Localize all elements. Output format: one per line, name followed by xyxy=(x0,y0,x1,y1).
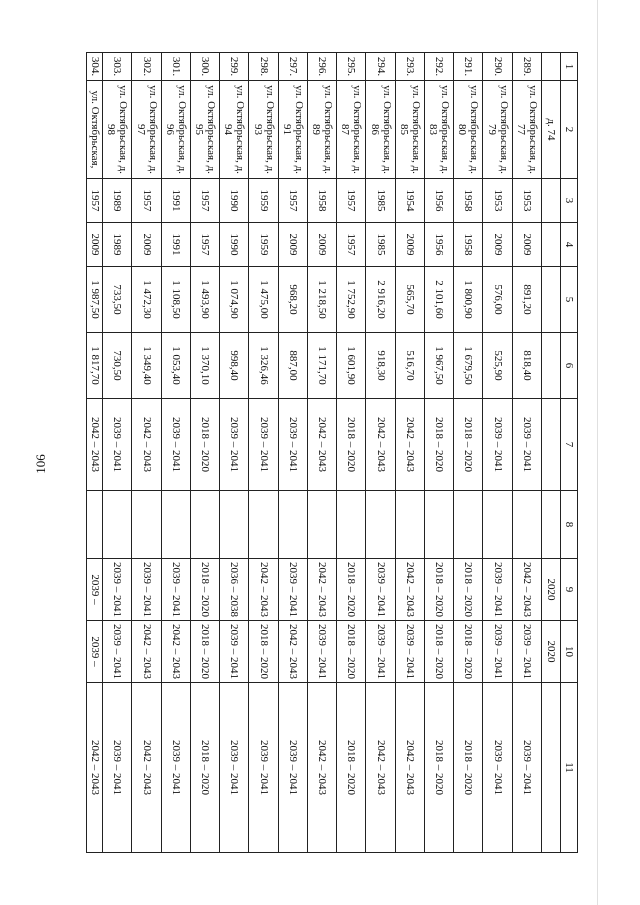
period-cell-11: 2042 – 2043 xyxy=(132,683,161,853)
row-number-cell: 300. xyxy=(191,53,220,81)
period-cell-10: 2039 – 2041 xyxy=(483,621,512,683)
table-row xyxy=(87,53,103,853)
empty-cell-8 xyxy=(103,491,132,559)
table-header xyxy=(561,53,578,853)
table-body xyxy=(87,53,561,853)
period-cell-10: 2039 – 2041 xyxy=(220,621,249,683)
period-cell-9: 2018 – 2020 xyxy=(425,559,454,621)
empty-cell-8 xyxy=(87,491,103,559)
table-row xyxy=(191,53,220,853)
living-area-cell: 516,70 xyxy=(395,333,424,399)
address-cell: ул. Октябрьская, д. 94 xyxy=(220,81,249,179)
row-number-cell: 304. xyxy=(87,53,103,81)
year-renovated-cell: 1956 xyxy=(425,223,454,267)
period-cell-7: 2042 – 2043 xyxy=(132,399,161,491)
year-built-cell: 1953 xyxy=(512,179,541,223)
address-cell: ул. Октябрьская, д. 97 xyxy=(132,81,161,179)
period-cell-9: 2018 – 2020 xyxy=(191,559,220,621)
col-header-8: 8 xyxy=(561,491,578,559)
period-cell-7: 2042 – 2043 xyxy=(366,399,395,491)
period-cell-11: 2039 – 2041 xyxy=(278,683,307,853)
total-area-cell: 2 916,20 xyxy=(366,267,395,333)
table-row xyxy=(512,53,541,853)
address-cell: ул. Октябрьская, д. 87 xyxy=(337,81,366,179)
period-cell-10: 2042 – 2043 xyxy=(278,621,307,683)
cell-11 xyxy=(542,683,561,853)
living-area-cell: 1 053,40 xyxy=(161,333,190,399)
total-area-cell: 576,00 xyxy=(483,267,512,333)
period-cell-9: 2042 – 2043 xyxy=(249,559,278,621)
living-area-cell: 730,50 xyxy=(103,333,132,399)
period-cell-10: 2039 – 2041 xyxy=(512,621,541,683)
period-cell-9: 2039 – xyxy=(87,559,103,621)
year-renovated-cell: 1957 xyxy=(191,223,220,267)
period-cell-9: 2039 – 2041 xyxy=(278,559,307,621)
period-cell-11: 2018 – 2020 xyxy=(337,683,366,853)
year-built-cell: 1991 xyxy=(161,179,190,223)
total-area-cell: 1 108,50 xyxy=(161,267,190,333)
address-cell: ул. Октябрьская, xyxy=(87,81,103,179)
period-cell-10: 2042 – 2043 xyxy=(161,621,190,683)
period-cell-11: 2042 – 2043 xyxy=(87,683,103,853)
period-cell-10: 2018 – 2020 xyxy=(249,621,278,683)
year-renovated-cell: 2009 xyxy=(87,223,103,267)
empty-cell-8 xyxy=(483,491,512,559)
total-area-cell: 1 493,90 xyxy=(191,267,220,333)
period-cell-7: 2042 – 2043 xyxy=(87,399,103,491)
cell-5 xyxy=(542,267,561,333)
period-cell-10: 2018 – 2020 xyxy=(454,621,483,683)
address-cell: ул. Октябрьская, д. 93 xyxy=(249,81,278,179)
cell-3 xyxy=(542,179,561,223)
period-cell-11: 2042 – 2043 xyxy=(366,683,395,853)
period-cell-7: 2039 – 2041 xyxy=(512,399,541,491)
address-cell: ул. Октябрьская, д. 95 xyxy=(191,81,220,179)
empty-cell-8 xyxy=(366,491,395,559)
row-number-cell: 289. xyxy=(512,53,541,81)
year-renovated-cell: 1985 xyxy=(366,223,395,267)
living-area-cell: 998,40 xyxy=(220,333,249,399)
table-row xyxy=(308,53,337,853)
period-cell-7: 2039 – 2041 xyxy=(249,399,278,491)
row-number-cell: 294. xyxy=(366,53,395,81)
empty-cell-8 xyxy=(512,491,541,559)
empty-cell-8 xyxy=(425,491,454,559)
empty-cell-8 xyxy=(191,491,220,559)
period-cell-10: 2042 – 2043 xyxy=(132,621,161,683)
address-cell: ул. Октябрьская, д. 77 xyxy=(512,81,541,179)
table-row xyxy=(249,53,278,853)
year-renovated-cell: 1958 xyxy=(454,223,483,267)
year-built-cell: 1985 xyxy=(366,179,395,223)
year-renovated-cell: 2009 xyxy=(512,223,541,267)
total-area-cell: 565,70 xyxy=(395,267,424,333)
period-cell-10: 2018 – 2020 xyxy=(337,621,366,683)
year-renovated-cell: 2009 xyxy=(132,223,161,267)
living-area-cell: 1 326,46 xyxy=(249,333,278,399)
column-number-row xyxy=(561,53,578,853)
empty-cell-8 xyxy=(454,491,483,559)
col-header-1: 1 xyxy=(561,53,578,81)
address-cell: ул. Октябрьская, д. 91 xyxy=(278,81,307,179)
year-built-cell: 1956 xyxy=(425,179,454,223)
year-built-cell: 1957 xyxy=(278,179,307,223)
period-cell-9: 2039 – 2041 xyxy=(483,559,512,621)
col-header-10: 10 xyxy=(561,621,578,683)
period-cell-9: 2039 – 2041 xyxy=(132,559,161,621)
period-cell-9: 2042 – 2043 xyxy=(395,559,424,621)
cell-6 xyxy=(542,333,561,399)
housing-register-table xyxy=(86,52,578,853)
address-cell: ул. Октябрьская, д. 89 xyxy=(308,81,337,179)
period-cell-7: 2039 – 2041 xyxy=(220,399,249,491)
total-area-cell: 1 218,50 xyxy=(308,267,337,333)
year-renovated-cell: 2009 xyxy=(278,223,307,267)
table-row xyxy=(366,53,395,853)
page-number: 106 xyxy=(33,454,48,474)
table-row xyxy=(103,53,132,853)
row-number-cell: 302. xyxy=(132,53,161,81)
table-row xyxy=(395,53,424,853)
cell-7 xyxy=(542,399,561,491)
period-cell-11: 2039 – 2041 xyxy=(249,683,278,853)
address-cell: ул. Октябрьская, д. 86 xyxy=(366,81,395,179)
year-renovated-cell: 2009 xyxy=(483,223,512,267)
period-cell-7: 2018 – 2020 xyxy=(337,399,366,491)
year-built-cell: 1957 xyxy=(191,179,220,223)
empty-cell-8 xyxy=(308,491,337,559)
year-built-cell: 1958 xyxy=(454,179,483,223)
address-cell: ул. Октябрьская, д. 83 xyxy=(425,81,454,179)
col-header-3: 3 xyxy=(561,179,578,223)
row-number-cell: 293. xyxy=(395,53,424,81)
period-cell-7: 2018 – 2020 xyxy=(425,399,454,491)
table-row xyxy=(454,53,483,853)
page-edge-line xyxy=(597,0,598,905)
row-number-cell: 298. xyxy=(249,53,278,81)
year-renovated-cell: 1989 xyxy=(103,223,132,267)
period-cell-10: 2039 – 2041 xyxy=(308,621,337,683)
living-area-cell: 1 679,50 xyxy=(454,333,483,399)
address-cell: ул. Октябрьская, д. 96 xyxy=(161,81,190,179)
row-number-cell: 301. xyxy=(161,53,190,81)
total-area-cell: 1 800,90 xyxy=(454,267,483,333)
period-cell-10: 2018 – 2020 xyxy=(425,621,454,683)
table-row xyxy=(161,53,190,853)
total-area-cell: 1 752,90 xyxy=(337,267,366,333)
period-cell-9: 2036 – 2038 xyxy=(220,559,249,621)
empty-cell-8 xyxy=(132,491,161,559)
cell-10: 2020 xyxy=(542,621,561,683)
living-area-cell: 525,90 xyxy=(483,333,512,399)
cell-4 xyxy=(542,223,561,267)
year-built-cell: 1957 xyxy=(132,179,161,223)
empty-cell-8 xyxy=(161,491,190,559)
period-cell-10: 2039 – 2041 xyxy=(366,621,395,683)
empty-cell-8 xyxy=(278,491,307,559)
period-cell-7: 2042 – 2043 xyxy=(395,399,424,491)
table-row xyxy=(278,53,307,853)
empty-cell-8 xyxy=(337,491,366,559)
living-area-cell: 887,00 xyxy=(278,333,307,399)
period-cell-7: 2039 – 2041 xyxy=(278,399,307,491)
period-cell-7: 2018 – 2020 xyxy=(191,399,220,491)
total-area-cell: 733,50 xyxy=(103,267,132,333)
year-renovated-cell: 1959 xyxy=(249,223,278,267)
row-number-cell xyxy=(542,53,561,81)
period-cell-11: 2039 – 2041 xyxy=(103,683,132,853)
total-area-cell: 1 475,00 xyxy=(249,267,278,333)
period-cell-7: 2039 – 2041 xyxy=(161,399,190,491)
col-header-4: 4 xyxy=(561,223,578,267)
period-cell-9: 2018 – 2020 xyxy=(337,559,366,621)
row-number-cell: 291. xyxy=(454,53,483,81)
row-number-cell: 297. xyxy=(278,53,307,81)
col-header-9: 9 xyxy=(561,559,578,621)
period-cell-7: 2018 – 2020 xyxy=(454,399,483,491)
period-cell-11: 2018 – 2020 xyxy=(425,683,454,853)
total-area-cell: 1 472,30 xyxy=(132,267,161,333)
col-header-5: 5 xyxy=(561,267,578,333)
col-header-11: 11 xyxy=(561,683,578,853)
row-number-cell: 290. xyxy=(483,53,512,81)
col-header-6: 6 xyxy=(561,333,578,399)
empty-cell-8 xyxy=(395,491,424,559)
period-cell-11: 2018 – 2020 xyxy=(454,683,483,853)
period-cell-11: 2039 – 2041 xyxy=(220,683,249,853)
living-area-cell: 1 601,90 xyxy=(337,333,366,399)
period-cell-7: 2039 – 2041 xyxy=(483,399,512,491)
address-cell: д. 74 xyxy=(542,81,561,179)
period-cell-9: 2039 – 2041 xyxy=(366,559,395,621)
table-row xyxy=(483,53,512,853)
year-renovated-cell: 1991 xyxy=(161,223,190,267)
living-area-cell: 1 817,70 xyxy=(87,333,103,399)
row-number-cell: 299. xyxy=(220,53,249,81)
year-built-cell: 1959 xyxy=(249,179,278,223)
period-cell-11: 2039 – 2041 xyxy=(512,683,541,853)
row-number-cell: 295. xyxy=(337,53,366,81)
living-area-cell: 818,40 xyxy=(512,333,541,399)
year-renovated-cell: 1957 xyxy=(337,223,366,267)
table-row xyxy=(425,53,454,853)
year-built-cell: 1958 xyxy=(308,179,337,223)
year-renovated-cell: 1990 xyxy=(220,223,249,267)
living-area-cell: 918,30 xyxy=(366,333,395,399)
year-built-cell: 1957 xyxy=(87,179,103,223)
period-cell-10: 2018 – 2020 xyxy=(191,621,220,683)
period-cell-7: 2042 – 2043 xyxy=(308,399,337,491)
living-area-cell: 1 349,40 xyxy=(132,333,161,399)
period-cell-11: 2042 – 2043 xyxy=(308,683,337,853)
period-cell-10: 2039 – xyxy=(87,621,103,683)
living-area-cell: 1 171,70 xyxy=(308,333,337,399)
year-built-cell: 1990 xyxy=(220,179,249,223)
empty-cell-8 xyxy=(249,491,278,559)
period-cell-10: 2039 – 2041 xyxy=(103,621,132,683)
period-cell-11: 2018 – 2020 xyxy=(191,683,220,853)
address-cell: ул. Октябрьская, д. 79 xyxy=(483,81,512,179)
table-row xyxy=(132,53,161,853)
total-area-cell: 968,20 xyxy=(278,267,307,333)
empty-cell-8 xyxy=(220,491,249,559)
year-renovated-cell: 2009 xyxy=(395,223,424,267)
period-cell-9: 2039 – 2041 xyxy=(161,559,190,621)
year-built-cell: 1954 xyxy=(395,179,424,223)
row-number-cell: 303. xyxy=(103,53,132,81)
year-built-cell: 1953 xyxy=(483,179,512,223)
total-area-cell: 2 101,60 xyxy=(425,267,454,333)
row-number-cell: 296. xyxy=(308,53,337,81)
year-renovated-cell: 2009 xyxy=(308,223,337,267)
living-area-cell: 1 967,50 xyxy=(425,333,454,399)
living-area-cell: 1 370,10 xyxy=(191,333,220,399)
table-row xyxy=(220,53,249,853)
period-cell-9: 2039 – 2041 xyxy=(103,559,132,621)
rotated-table-container xyxy=(86,52,578,852)
period-cell-11: 2039 – 2041 xyxy=(483,683,512,853)
period-cell-11: 2042 – 2043 xyxy=(395,683,424,853)
period-cell-9: 2042 – 2043 xyxy=(308,559,337,621)
col-header-7: 7 xyxy=(561,399,578,491)
address-cell: ул. Октябрьская, д. 85 xyxy=(395,81,424,179)
address-cell: ул. Октябрьская, д. 80 xyxy=(454,81,483,179)
period-cell-11: 2039 – 2041 xyxy=(161,683,190,853)
address-cell: ул. Октябрьская, д. 98 xyxy=(103,81,132,179)
total-area-cell: 1 987,50 xyxy=(87,267,103,333)
total-area-cell: 891,20 xyxy=(512,267,541,333)
period-cell-7: 2039 – 2041 xyxy=(103,399,132,491)
period-cell-9: 2018 – 2020 xyxy=(454,559,483,621)
year-built-cell: 1957 xyxy=(337,179,366,223)
year-built-cell: 1989 xyxy=(103,179,132,223)
row-number-cell: 292. xyxy=(425,53,454,81)
table-row xyxy=(337,53,366,853)
col-header-2: 2 xyxy=(561,81,578,179)
cell-8 xyxy=(542,491,561,559)
period-cell-9: 2042 – 2043 xyxy=(512,559,541,621)
cell-9: 2020 xyxy=(542,559,561,621)
table-row-continuation xyxy=(542,53,561,853)
period-cell-10: 2039 – 2041 xyxy=(395,621,424,683)
total-area-cell: 1 074,90 xyxy=(220,267,249,333)
